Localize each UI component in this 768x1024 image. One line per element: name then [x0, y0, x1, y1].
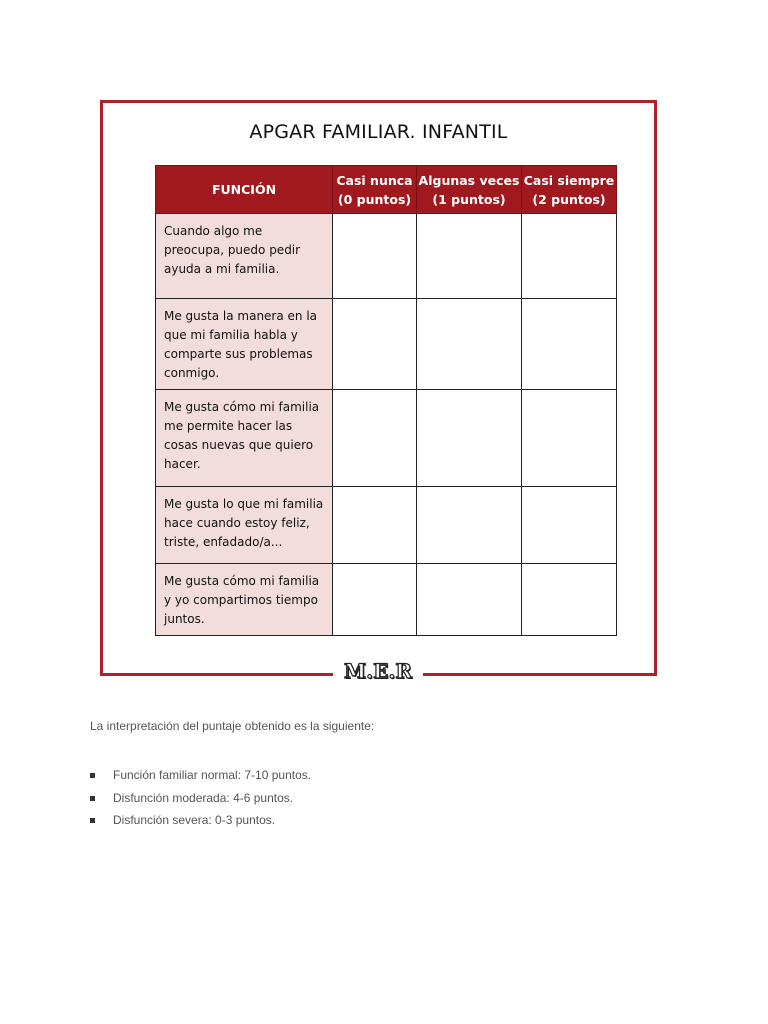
- score-cell-algunas-veces[interactable]: [417, 214, 522, 299]
- score-cell-casi-siempre[interactable]: [522, 214, 617, 299]
- list-item-text: Disfunción moderada: 4-6 puntos.: [113, 790, 294, 805]
- table-header-row: [156, 166, 617, 214]
- list-item: [90, 787, 311, 810]
- header-casi-siempre-label: Casi siempre: [523, 172, 615, 188]
- table-row: [156, 390, 617, 487]
- score-cell-casi-siempre[interactable]: [522, 299, 617, 390]
- header-funcion: [156, 166, 333, 214]
- function-cell: Cuando algo me preocupa, puedo pedir ayuda a mi familia.: [156, 214, 333, 299]
- score-cell-casi-siempre[interactable]: [522, 487, 617, 564]
- header-algunas-veces-label: Algunas veces: [418, 172, 520, 188]
- score-cell-casi-nunca[interactable]: [333, 390, 417, 487]
- score-cell-algunas-veces[interactable]: [417, 564, 522, 636]
- score-cell-casi-siempre[interactable]: [522, 564, 617, 636]
- score-cell-casi-nunca[interactable]: [333, 299, 417, 390]
- list-item-text: Disfunción severa: 0-3 puntos.: [113, 813, 276, 827]
- score-cell-casi-nunca[interactable]: [333, 214, 417, 299]
- header-funcion-label: FUNCIÓN: [211, 182, 277, 197]
- apgar-figure-frame: [100, 100, 657, 683]
- interpretation-intro: La interpretación del puntaje obtenido es la siguiente:: [90, 719, 375, 733]
- header-algunas-veces: [417, 166, 522, 214]
- list-item: [90, 809, 311, 832]
- function-cell: Me gusta cómo mi familia me permite hacer las cosas nuevas que quiero hacer.: [156, 390, 333, 487]
- header-casi-nunca: [333, 166, 417, 214]
- header-algunas-veces-points: (1 puntos): [432, 191, 506, 207]
- score-cell-casi-nunca[interactable]: [333, 487, 417, 564]
- header-casi-siempre: [522, 166, 617, 214]
- list-item-text: Función familiar normal: 7-10 puntos.: [113, 768, 312, 782]
- header-casi-nunca-points: (0 puntos): [337, 191, 412, 207]
- function-cell: Me gusta lo que mi familia hace cuando estoy feliz, triste, enfadado/a...: [156, 487, 333, 564]
- interpretation-list: [90, 764, 311, 832]
- score-cell-algunas-veces[interactable]: [417, 390, 522, 487]
- table-row: [156, 487, 617, 564]
- table-row: [156, 299, 617, 390]
- apgar-table: [155, 165, 617, 636]
- header-casi-siempre-points: (2 puntos): [532, 191, 606, 207]
- score-cell-algunas-veces[interactable]: [417, 487, 522, 564]
- list-item: [90, 764, 311, 787]
- score-cell-algunas-veces[interactable]: [417, 299, 522, 390]
- square-bullet-icon: [90, 818, 95, 823]
- function-cell: Me gusta cómo mi familia y yo compartimos tiempo juntos.: [156, 564, 333, 636]
- square-bullet-icon: [90, 796, 95, 801]
- signature-logo: M.E.R: [344, 659, 412, 683]
- square-bullet-icon: [90, 773, 95, 778]
- score-cell-casi-nunca[interactable]: [333, 564, 417, 636]
- function-cell: Me gusta la manera en la que mi familia habla y comparte sus problemas conmigo.: [156, 299, 333, 390]
- table-row: [156, 214, 617, 299]
- score-cell-casi-siempre[interactable]: [522, 390, 617, 487]
- header-casi-nunca-label: Casi nunca: [336, 172, 413, 188]
- figure-title: APGAR FAMILIAR. INFANTIL: [249, 121, 508, 143]
- table-row: [156, 564, 617, 636]
